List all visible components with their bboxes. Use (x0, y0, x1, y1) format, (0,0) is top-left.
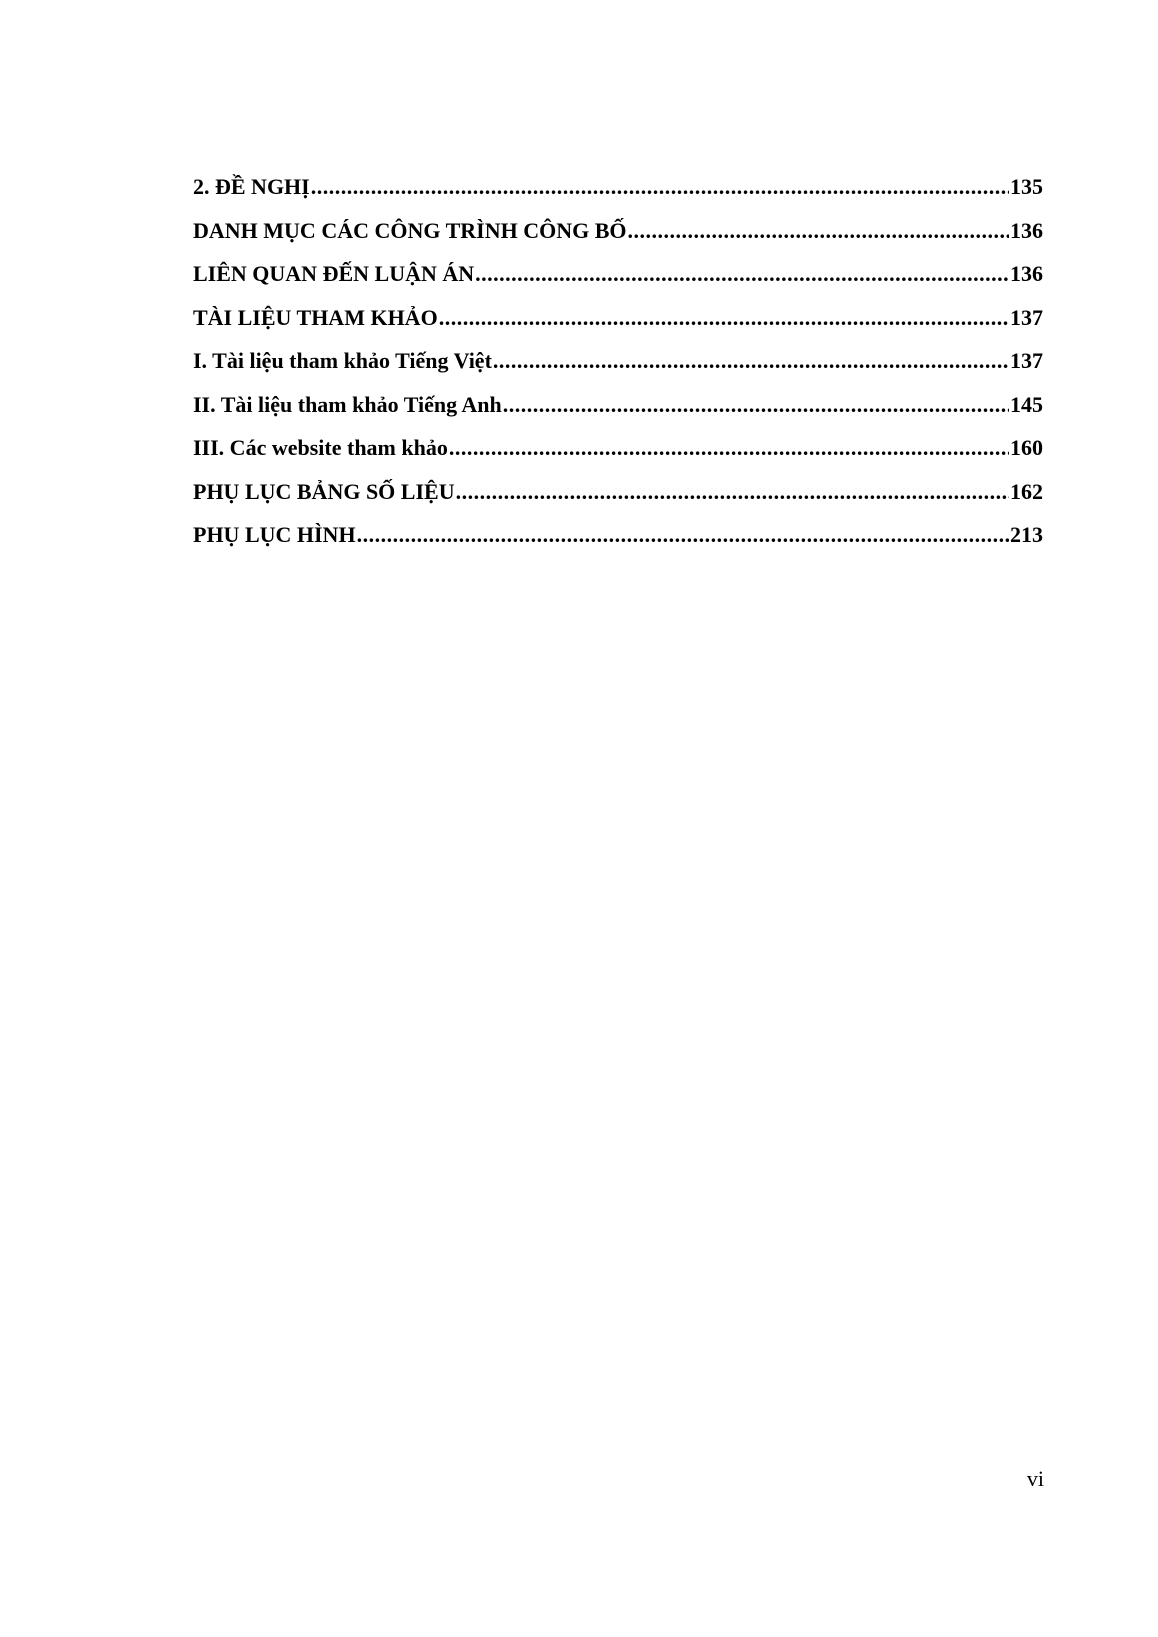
toc-entry-title: III. Các website tham khảo (193, 435, 448, 460)
toc-entry-page: 162 (1010, 478, 1043, 504)
toc-entry-page: 213 (1010, 522, 1043, 547)
toc-leader-dots (449, 426, 1009, 470)
toc-entry[interactable] (193, 426, 1043, 470)
toc-entry[interactable] (193, 339, 1043, 383)
toc-entry[interactable] (193, 383, 1043, 427)
toc-entry-title: 2. ĐỀ NGHỊ (193, 174, 310, 199)
toc-entry[interactable] (193, 165, 1043, 209)
toc-leader-dots (503, 383, 1009, 427)
toc-entry-title: LIÊN QUAN ĐẾN LUẬN ÁN (193, 261, 475, 286)
toc-entry-page: 145 (1010, 391, 1043, 417)
toc-entry-page: 136 (1010, 261, 1043, 286)
page-number: vi (1026, 1466, 1044, 1491)
toc-entry[interactable] (193, 470, 1043, 514)
toc-entry-title: I. Tài liệu tham khảo Tiếng Việt (193, 348, 492, 373)
toc-entry-page: 137 (1010, 348, 1043, 373)
toc-entry-page: 137 (1010, 304, 1043, 330)
toc-leader-dots (311, 165, 1009, 209)
toc-leader-dots (493, 339, 1009, 383)
toc-entry-page: 136 (1010, 217, 1043, 243)
toc-leader-dots (628, 209, 1010, 253)
toc-entry[interactable] (193, 513, 1043, 557)
toc-leader-dots (475, 252, 1009, 296)
table-of-contents (193, 165, 1043, 557)
toc-entry-title: PHỤ LỤC BẢNG SỐ LIỆU (193, 478, 455, 504)
toc-leader-dots (439, 296, 1009, 340)
toc-entry-title: II. Tài liệu tham khảo Tiếng Anh (193, 391, 502, 417)
toc-entry-title: DANH MỤC CÁC CÔNG TRÌNH CÔNG BỐ (193, 217, 627, 243)
toc-entry-title: TÀI LIỆU THAM KHẢO (193, 304, 438, 330)
toc-entry-title: PHỤ LỤC HÌNH (193, 522, 356, 547)
toc-entry[interactable] (193, 296, 1043, 340)
toc-leader-dots (357, 513, 1009, 557)
toc-leader-dots (456, 470, 1009, 514)
toc-entry-page: 160 (1010, 435, 1043, 460)
toc-entry[interactable] (193, 252, 1043, 296)
toc-entry-page: 135 (1010, 174, 1043, 199)
toc-entry[interactable] (193, 209, 1043, 253)
